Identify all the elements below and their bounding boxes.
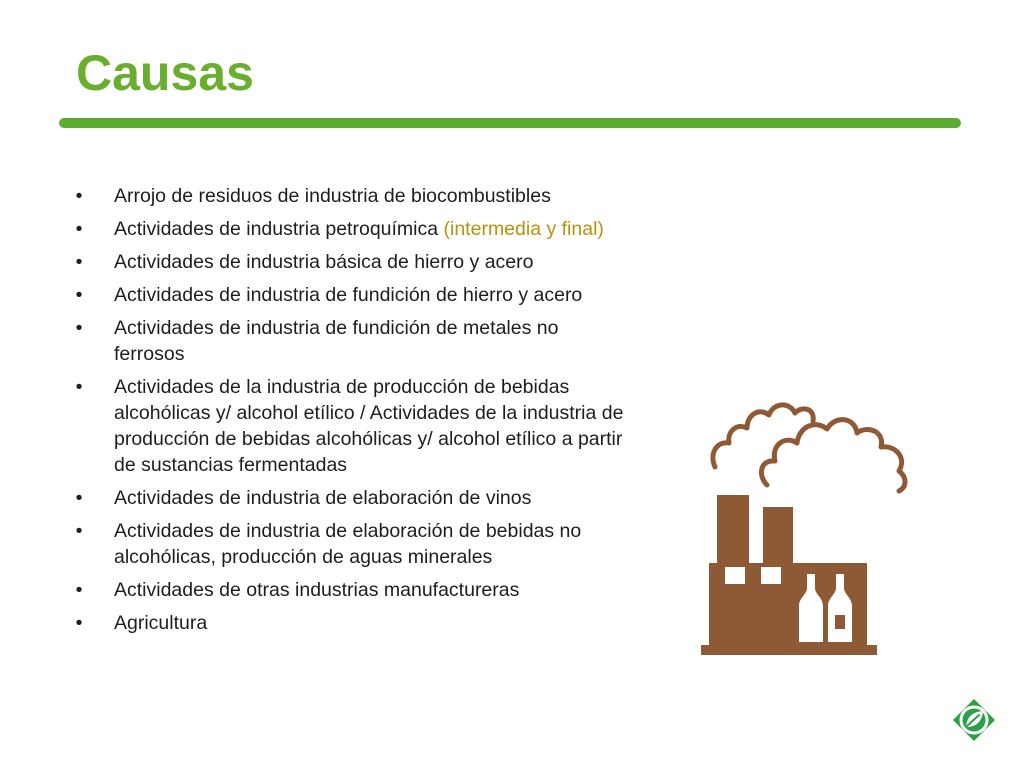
- bullet-dot: •: [75, 185, 83, 207]
- bullet-dot: •: [75, 579, 83, 601]
- bullet-list: [72, 183, 632, 643]
- bullet-text: Actividades de industria petroquímica: [114, 218, 444, 240]
- bullet-dot: •: [75, 612, 83, 634]
- bullet-item: [72, 485, 632, 511]
- bullet-text: Arrojo de residuos de industria de biocombustibles: [114, 185, 551, 207]
- bullet-item: [72, 282, 632, 308]
- bullet-item: [72, 249, 632, 275]
- bullet-item: [72, 315, 632, 367]
- bullet-text: Actividades de industria de fundición de hierro y acero: [114, 284, 583, 306]
- leaf-logo-icon: [952, 698, 996, 742]
- bullet-text: Actividades de industria básica de hierro y acero: [114, 251, 534, 273]
- bullet-dot: •: [75, 218, 83, 240]
- bullet-text: Actividades de otras industrias manufactureras: [114, 579, 520, 601]
- bullet-item: [72, 216, 632, 242]
- bullet-text: Actividades de la industria de producción de bebidas alcohólicas y/ alcohol etílico / Actividades de la industria de producción de bebidas alcohólicas y/ alcohol etílico a partir de sustancias fermentadas: [114, 376, 624, 476]
- bullet-text: Agricultura: [114, 612, 208, 634]
- bullet-dot: •: [75, 317, 83, 339]
- bullet-dot: •: [75, 487, 83, 509]
- bullet-item: [72, 577, 632, 603]
- bullet-text: Actividades de industria de elaboración de vinos: [114, 487, 532, 509]
- bullet-dot: •: [75, 520, 83, 542]
- bullet-item: [72, 610, 632, 636]
- bullet-item: [72, 374, 632, 478]
- bullet-item: [72, 183, 632, 209]
- bullet-text: Actividades de industria de elaboración de bebidas no alcohólicas, producción de aguas minerales: [114, 520, 582, 568]
- factory-base: [701, 645, 877, 655]
- factory-window: [725, 567, 745, 584]
- smoke-cloud-right: [761, 420, 905, 491]
- bottle-label: [835, 615, 845, 629]
- bullet-item: [72, 518, 632, 570]
- title-underline: [59, 118, 961, 128]
- bullet-dot: •: [75, 284, 83, 306]
- bullet-accent-text: (intermedia y final): [443, 218, 604, 240]
- bullet-dot: •: [75, 376, 83, 398]
- bullet-text: Actividades de industria de fundición de metales no ferrosos: [114, 317, 559, 365]
- factory-window: [761, 567, 781, 584]
- factory-with-bottles-icon: [695, 395, 920, 660]
- slide-title: Causas: [76, 45, 254, 101]
- bullet-dot: •: [75, 251, 83, 273]
